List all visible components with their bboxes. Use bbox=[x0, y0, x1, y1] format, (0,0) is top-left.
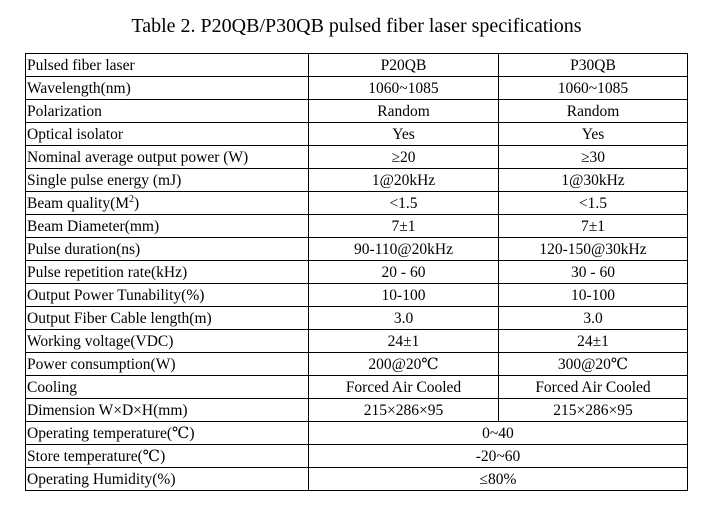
row-label: Output Fiber Cable length(m) bbox=[26, 307, 309, 330]
shared-value: ≤80% bbox=[309, 468, 688, 491]
p20qb-value: 3.0 bbox=[309, 307, 499, 330]
shared-value: -20~60 bbox=[309, 445, 688, 468]
p20qb-value: 1@20kHz bbox=[309, 169, 499, 192]
table-row bbox=[26, 307, 688, 330]
p20qb-value: 1060~1085 bbox=[309, 77, 499, 100]
specifications-table bbox=[25, 53, 688, 491]
row-label-suffix: ) bbox=[134, 194, 140, 212]
p20qb-value: <1.5 bbox=[309, 192, 499, 215]
table-row bbox=[26, 376, 688, 399]
row-label: Store temperature(℃) bbox=[26, 445, 309, 468]
table-row bbox=[26, 123, 688, 146]
p20qb-value: 20 - 60 bbox=[309, 261, 499, 284]
p20qb-value: 24±1 bbox=[309, 330, 499, 353]
p20qb-value: 215×286×95 bbox=[309, 399, 499, 422]
p30qb-value: 215×286×95 bbox=[499, 399, 688, 422]
table-row bbox=[26, 100, 688, 123]
p30qb-value: 3.0 bbox=[499, 307, 688, 330]
p30qb-value: 1@30kHz bbox=[499, 169, 688, 192]
p20qb-value: 200@20℃ bbox=[309, 353, 499, 376]
row-label-text: Beam quality(M bbox=[27, 194, 130, 212]
row-label: Operating temperature(℃) bbox=[26, 422, 309, 445]
p30qb-value: Yes bbox=[499, 123, 688, 146]
p20qb-value: P20QB bbox=[309, 54, 499, 77]
table-row bbox=[26, 468, 688, 491]
table-row bbox=[26, 192, 688, 215]
row-label: Cooling bbox=[26, 376, 309, 399]
superscript: 2 bbox=[129, 193, 135, 205]
table-row bbox=[26, 330, 688, 353]
p20qb-value: 10-100 bbox=[309, 284, 499, 307]
table-row bbox=[26, 422, 688, 445]
p20qb-value: 7±1 bbox=[309, 215, 499, 238]
p30qb-value: 24±1 bbox=[499, 330, 688, 353]
table-row bbox=[26, 238, 688, 261]
row-label: Output Power Tunability(%) bbox=[26, 284, 309, 307]
p30qb-value: 1060~1085 bbox=[499, 77, 688, 100]
row-label: Nominal average output power (W) bbox=[26, 146, 309, 169]
table-row bbox=[26, 215, 688, 238]
p30qb-value: ≥30 bbox=[499, 146, 688, 169]
table-row bbox=[26, 77, 688, 100]
row-label: Wavelength(nm) bbox=[26, 77, 309, 100]
p30qb-value: P30QB bbox=[499, 54, 688, 77]
shared-value: 0~40 bbox=[309, 422, 688, 445]
row-label: Working voltage(VDC) bbox=[26, 330, 309, 353]
p30qb-value: 10-100 bbox=[499, 284, 688, 307]
table-row bbox=[26, 353, 688, 376]
table-title: Table 2. P20QB/P30QB pulsed fiber laser specifications bbox=[131, 15, 582, 37]
row-label: Pulsed fiber laser bbox=[26, 54, 309, 77]
p30qb-value: 120-150@30kHz bbox=[499, 238, 688, 261]
p20qb-value: Yes bbox=[309, 123, 499, 146]
row-label: Dimension W×D×H(mm) bbox=[26, 399, 309, 422]
table-row bbox=[26, 261, 688, 284]
p30qb-value: <1.5 bbox=[499, 192, 688, 215]
p20qb-value: ≥20 bbox=[309, 146, 499, 169]
p30qb-value: Forced Air Cooled bbox=[499, 376, 688, 399]
row-label: Operating Humidity(%) bbox=[26, 468, 309, 491]
p30qb-value: 300@20℃ bbox=[499, 353, 688, 376]
p20qb-value: Forced Air Cooled bbox=[309, 376, 499, 399]
row-label: Pulse repetition rate(kHz) bbox=[26, 261, 309, 284]
row-label bbox=[26, 192, 309, 215]
table-row bbox=[26, 169, 688, 192]
p30qb-value: 7±1 bbox=[499, 215, 688, 238]
table-row bbox=[26, 54, 688, 77]
p20qb-value: 90-110@20kHz bbox=[309, 238, 499, 261]
table-row bbox=[26, 399, 688, 422]
p20qb-value: Random bbox=[309, 100, 499, 123]
row-label: Power consumption(W) bbox=[26, 353, 309, 376]
row-label: Pulse duration(ns) bbox=[26, 238, 309, 261]
row-label: Polarization bbox=[26, 100, 309, 123]
table-row bbox=[26, 445, 688, 468]
p30qb-value: Random bbox=[499, 100, 688, 123]
p30qb-value: 30 - 60 bbox=[499, 261, 688, 284]
row-label: Beam Diameter(mm) bbox=[26, 215, 309, 238]
row-label: Optical isolator bbox=[26, 123, 309, 146]
table-row bbox=[26, 284, 688, 307]
row-label: Single pulse energy (mJ) bbox=[26, 169, 309, 192]
table-row bbox=[26, 146, 688, 169]
